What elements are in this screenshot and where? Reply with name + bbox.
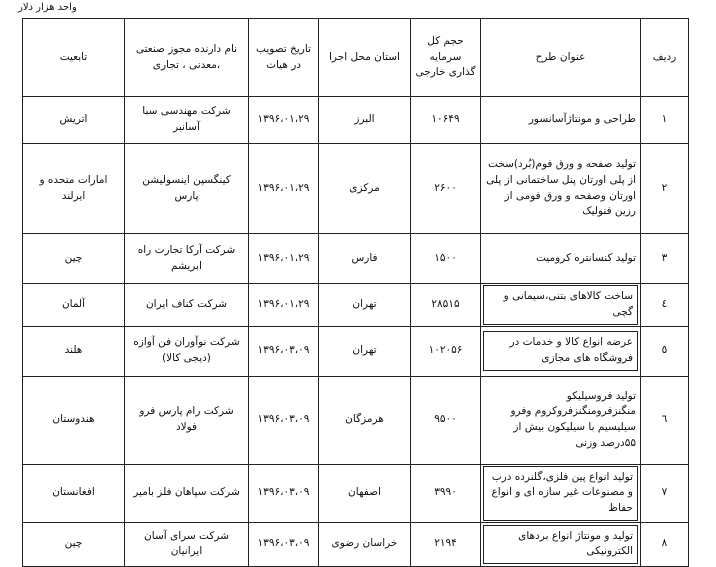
province: مرکزی [319,144,411,234]
license-holder: شرکت رام پارس فرو فولاد [125,376,249,464]
table-row [23,376,689,464]
header-row-number: ردیف [641,19,689,97]
row-number: ۸ [641,522,689,566]
license-holder: شرکت کناف ایران [125,284,249,327]
project-title-text: عرضه انواع کالا و خدمات در فروشگاه های مجازی [483,331,638,371]
license-holder: شرکت نوآوران فن آوازه (دیجی کالا) [125,326,249,376]
approval-date: ۱۳۹۶،۰۳،۰۹ [249,464,319,522]
approval-date: ۱۳۹۶،۰۱،۲۹ [249,284,319,327]
investment-value: ۹۵۰۰ [411,376,481,464]
header-province: استان محل اجرا [319,19,411,97]
row-number: ۱ [641,97,689,144]
project-title: تولید صفحه و ورق فوم(بُرد)سخت از پلی اورتان پنل ساختمانی از پلی اورتان وصفحه و ورق فومی از رزین فنولیک [481,144,641,234]
approval-date: ۱۳۹۶،۰۱،۲۹ [249,144,319,234]
row-number: ۷ [641,464,689,522]
approval-date: ۱۳۹۶،۰۳،۰۹ [249,522,319,566]
table-row [23,522,689,566]
approval-date: ۱۳۹۶،۰۱،۲۹ [249,97,319,144]
investment-value: ۳۹۹۰ [411,464,481,522]
license-holder: کینگسپن اینسولیشن پارس [125,144,249,234]
province: خراسان رضوی [319,522,411,566]
table-row [23,234,689,284]
row-number: ٥ [641,326,689,376]
row-number: ۳ [641,234,689,284]
project-title: تولید کنسانتره کرومیت [481,234,641,284]
license-holder: شرکت مهندسی سبا آسانبر [125,97,249,144]
row-number: ٦ [641,376,689,464]
project-title-text: ساخت کالاهای بتنی،سیمانی و گچی [483,285,638,325]
header-project-title: عنوان طرح [481,19,641,97]
project-title-text: تولید و مونتاژ انواع بردهای الکترونیکی [483,525,638,565]
nationality: آلمان [23,284,125,327]
nationality: افغانستان [23,464,125,522]
unit-note: واحد هزار دلار [18,2,77,13]
nationality: چین [23,234,125,284]
investment-value: ۱۵۰۰ [411,234,481,284]
table-row [23,97,689,144]
province: فارس [319,234,411,284]
nationality: چین [23,522,125,566]
table-row [23,284,689,327]
project-title [481,326,641,376]
approval-date: ۱۳۹۶،۰۱،۲۹ [249,234,319,284]
province: هرمزگان [319,376,411,464]
approval-date: ۱۳۹۶،۰۳،۰۹ [249,326,319,376]
province: تهران [319,284,411,327]
nationality: امارات متحده و ایرلند [23,144,125,234]
nationality: هلند [23,326,125,376]
approval-date: ۱۳۹۶،۰۳،۰۹ [249,376,319,464]
project-title [481,464,641,522]
table-row [23,464,689,522]
table-row [23,144,689,234]
investment-table [22,18,689,567]
nationality: اتریش [23,97,125,144]
project-title: طراحی و مونتاژآسانسور [481,97,641,144]
investment-value: ۲۶۰۰ [411,144,481,234]
header-license-holder: نام دارنده مجوز صنعتی ،معدنی ، تجاری [125,19,249,97]
province: تهران [319,326,411,376]
nationality: هندوستان [23,376,125,464]
row-number: ۲ [641,144,689,234]
row-number: ٤ [641,284,689,327]
license-holder: شرکت سرای آسان ایرانیان [125,522,249,566]
project-title [481,522,641,566]
project-title-text: تولید انواع پین فلزی،گلنرده درب و مصنوعات غیر سازه ای و انواع حفاظ [483,466,638,521]
header-investment: حجم کل سرمایه گذاری خارجی [411,19,481,97]
investment-value: ۲۸۵۱۵ [411,284,481,327]
license-holder: شرکت سپاهان فلز بامیر [125,464,249,522]
license-holder: شرکت آرکا تجارت راه ابریشم [125,234,249,284]
project-title [481,284,641,327]
project-title: تولید فروسیلیکو منگنزفرومنگنزفروکروم وفرو سیلیسیم با سیلیکون بیش از ۵۵درصد وزنی [481,376,641,464]
investment-value: ۲۱۹۴ [411,522,481,566]
header-nationality: تابعیت [23,19,125,97]
header-approval-date: تاریخ تصویب در هیات [249,19,319,97]
table-row [23,326,689,376]
header-row [23,19,689,97]
province: البرز [319,97,411,144]
investment-value: ۱۰۶۴۹ [411,97,481,144]
investment-value: ۱۰۲۰۵۶ [411,326,481,376]
province: اصفهان [319,464,411,522]
